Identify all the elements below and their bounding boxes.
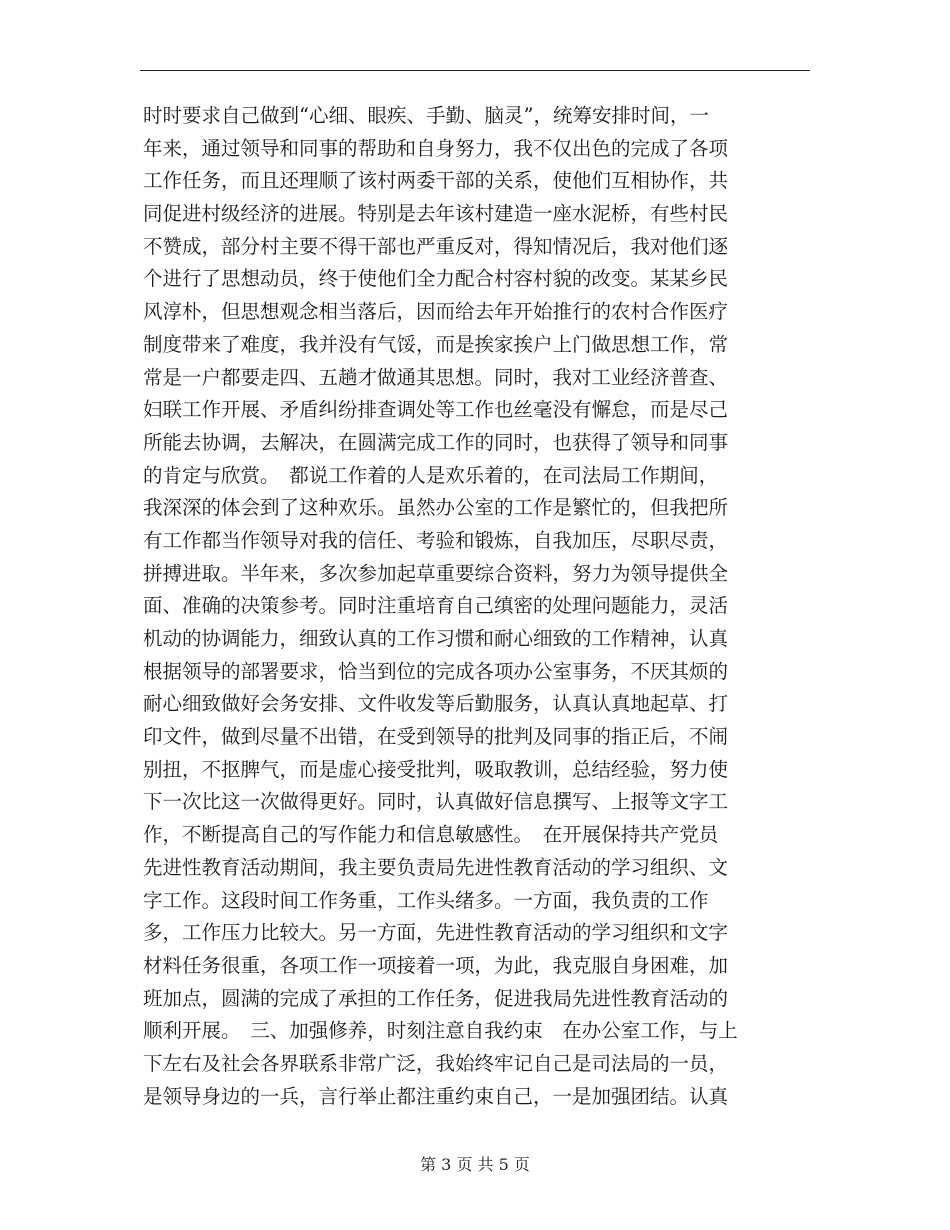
text-line: 是领导身边的一兵，言行举止都注重约束自己，一是加强团结。认真	[143, 1084, 729, 1108]
document-body	[143, 100, 807, 1113]
text-line: 根据领导的部署要求，恰当到位的完成各项办公室事务，不厌其烦的	[143, 659, 729, 683]
text-line: 的肯定与欣赏。 都说工作着的人是欢乐着的，在司法局工作期间，	[143, 463, 719, 487]
text-line: 面、准确的决策参考。同时注重培育自己缜密的处理问题能力，灵活	[143, 594, 729, 618]
text-line: 时时要求自己做到“心细、眼疾、手勤、脑灵”，统筹安排时间，一	[143, 104, 709, 127]
text-line: 同促进村级经济的进展。特别是去年该村建造一座水泥桥，有些村民	[143, 202, 729, 226]
text-line: 我深深的体会到了这种欢乐。虽然办公室的工作是繁忙的，但我把所	[143, 496, 729, 520]
text-line: 机动的协调能力，细致认真的工作习惯和耐心细致的工作精神，认真	[143, 627, 729, 650]
text-line: 字工作。这段时间工作务重，工作头绪多。一方面，我负责的工作	[143, 888, 709, 912]
text-line: 不赞成，部分村主要不得干部也严重反对，得知情况后，我对他们逐	[143, 234, 729, 258]
text-line: 个进行了思想动员，终于使他们全力配合村容村貌的改变。某某乡民	[143, 267, 729, 291]
text-line: 常是一户都要走四、五趟才做通其思想。同时，我对工业经济普查、	[143, 365, 729, 389]
text-line: 别扭，不抠脾气，而是虚心接受批判，吸取教训，总结经验，努力使	[143, 757, 729, 781]
text-line: 多，工作压力比较大。另一方面，先进性教育活动的学习组织和文字	[143, 921, 729, 945]
text-line: 年来，通过领导和同事的帮助和自身努力，我不仅出色的完成了各项	[143, 136, 729, 160]
text-line: 先进性教育活动期间，我主要负责局先进性教育活动的学习组织、文	[143, 855, 729, 879]
text-line: 风淳朴，但思想观念相当落后，因而给去年开始推行的农村合作医疗	[143, 300, 729, 324]
text-line: 工作任务，而且还理顺了该村两委干部的关系，使他们互相协作，共	[143, 169, 729, 193]
text-line: 班加点，圆满的完成了承担的工作任务，促进我局先进性教育活动的	[143, 986, 729, 1010]
text-line: 耐心细致做好会务安排、文件收发等后勤服务，认真认真地起草、打	[143, 692, 729, 716]
text-line: 有工作都当作领导对我的信任、考验和锻炼，自我加压，尽职尽责，	[143, 528, 729, 552]
text-line: 妇联工作开展、矛盾纠纷排查调处等工作也丝毫没有懈怠，而是尽己	[143, 398, 729, 422]
text-line: 所能去协调，去解决，在圆满完成工作的同时，也获得了领导和同事	[143, 430, 729, 454]
header-rule	[140, 70, 810, 71]
text-line: 下左右及社会各界联系非常广泛，我始终牢记自己是司法局的一员，	[143, 1051, 729, 1075]
text-line: 拼搏进取。半年来，多次参加起草重要综合资料，努力为领导提供全	[143, 561, 729, 585]
text-line: 下一次比这一次做得更好。同时，认真做好信息撰写、上报等文字工	[143, 790, 729, 814]
text-line: 印文件，做到尽量不出错，在受到领导的批判及同事的指正后，不闹	[143, 725, 729, 749]
text-line: 作，不断提高自己的写作能力和信息敏感性。 在开展保持共产党员	[143, 823, 719, 847]
page-number-footer: 第 3 页 共 5 页	[420, 1155, 530, 1174]
text-line: 制度带来了难度，我并没有气馁，而是挨家挨户上门做思想工作，常	[143, 332, 729, 356]
text-line: 材料任务很重，各项工作一项接着一项，为此，我克服自身困难，加	[143, 953, 729, 977]
text-line: 顺利开展。 三、加强修养，时刻注意自我约束 在办公室工作，与上	[143, 1019, 738, 1043]
